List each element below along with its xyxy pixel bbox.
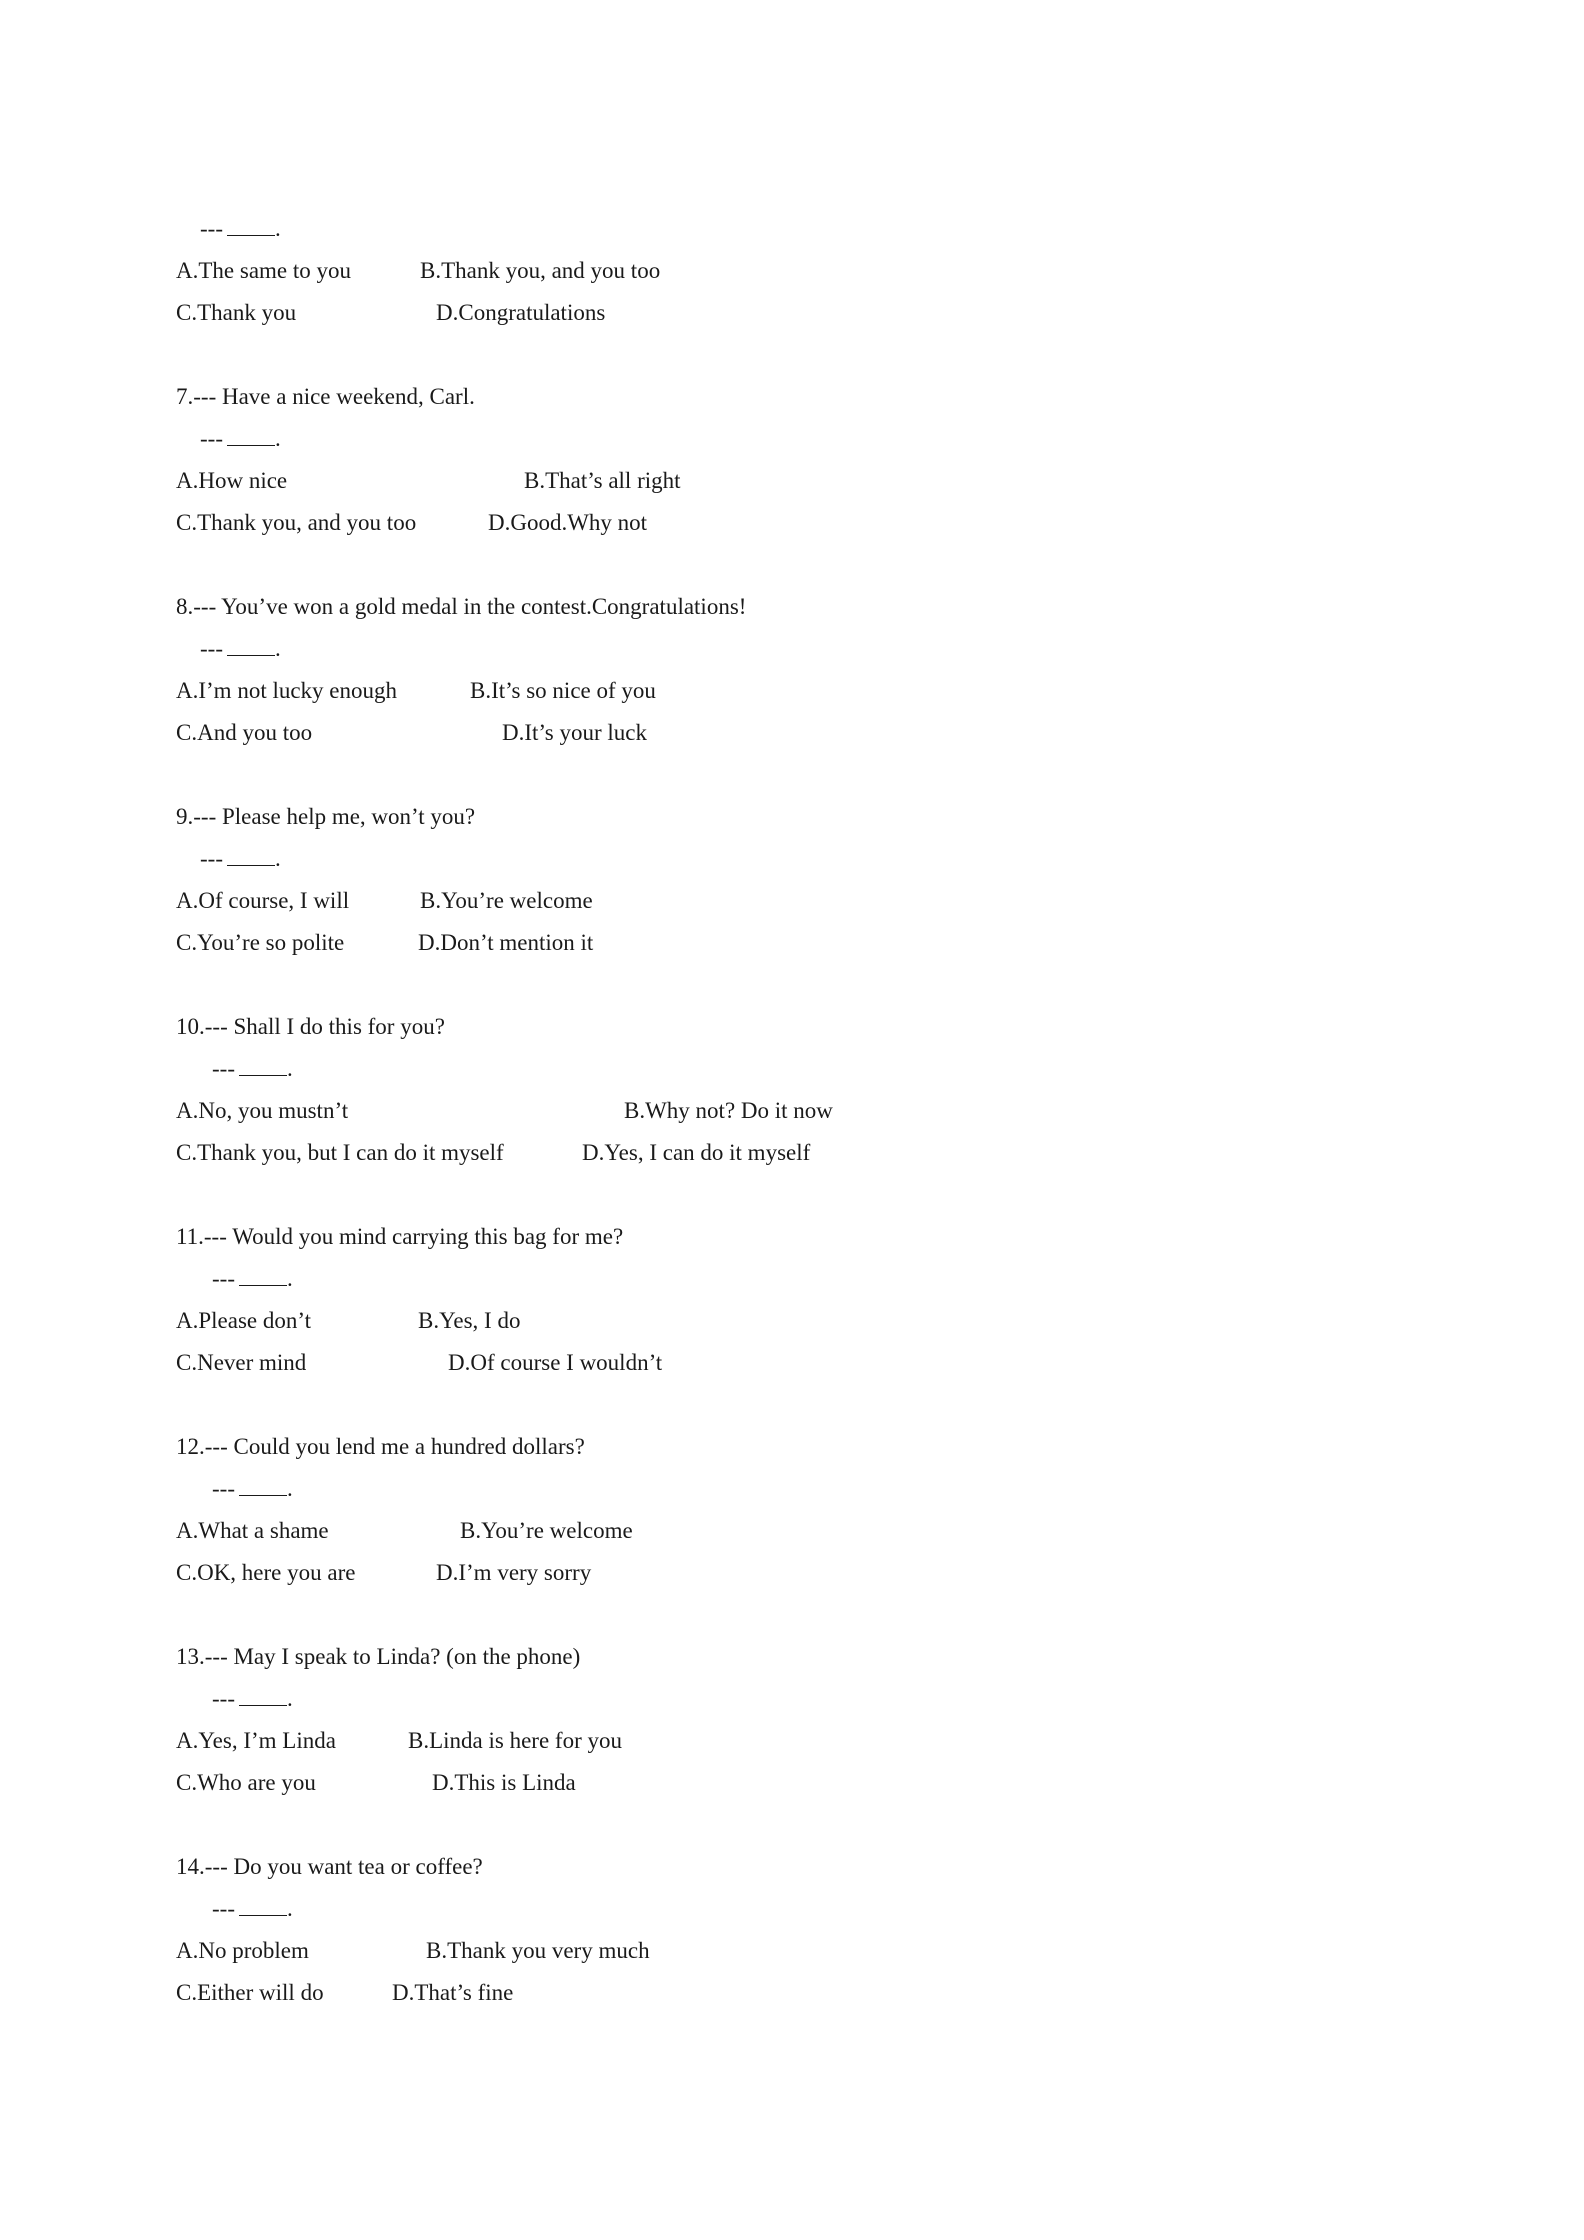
option-9-b: B.You’re welcome [420, 888, 593, 913]
option-9-d: D.Don’t mention it [418, 930, 594, 955]
option-9-c: C.You’re so polite [176, 930, 345, 955]
question-13: 13.--- May I speak to Linda? (on the phone) [176, 1644, 581, 1669]
answer-blank [239, 1896, 287, 1916]
option-6-d: D.Congratulations [436, 300, 606, 325]
option-11-b: B.Yes, I do [418, 1308, 521, 1333]
option-10-d: D.Yes, I can do it myself [582, 1140, 811, 1165]
question-12: 12.--- Could you lend me a hundred dollars? [176, 1434, 585, 1459]
answer-blank [227, 216, 275, 236]
option-10-b: B.Why not? Do it now [624, 1098, 833, 1123]
answer-blank [239, 1476, 287, 1496]
option-6-b: B.Thank you, and you too [420, 258, 661, 283]
option-10-a: A.No, you mustn’t [176, 1098, 349, 1123]
option-7-c: C.Thank you, and you too [176, 510, 417, 535]
option-13-a: A.Yes, I’m Linda [176, 1728, 336, 1753]
answer-prompt-13: --- . [212, 1686, 293, 1711]
option-7-a: A.How nice [176, 468, 288, 493]
option-13-c: C.Who are you [176, 1770, 316, 1795]
answer-prompt-8: --- . [200, 636, 281, 661]
answer-blank [227, 426, 275, 446]
option-8-d: D.It’s your luck [502, 720, 648, 745]
answer-blank [227, 846, 275, 866]
option-12-a: A.What a shame [176, 1518, 329, 1543]
option-8-a: A.I’m not lucky enough [176, 678, 398, 703]
option-8-c: C.And you too [176, 720, 313, 745]
option-11-c: C.Never mind [176, 1350, 307, 1375]
answer-prompt-10: --- . [212, 1056, 293, 1081]
question-7: 7.--- Have a nice weekend, Carl. [176, 384, 475, 409]
option-11-d: D.Of course I wouldn’t [448, 1350, 663, 1375]
question-8: 8.--- You’ve won a gold medal in the contest.Congratulations! [176, 594, 747, 619]
answer-blank [239, 1266, 287, 1286]
question-14: 14.--- Do you want tea or coffee? [176, 1854, 483, 1879]
answer-blank [227, 636, 275, 656]
answer-prompt-14: --- . [212, 1896, 293, 1921]
option-13-d: D.This is Linda [432, 1770, 576, 1795]
option-12-c: C.OK, here you are [176, 1560, 356, 1585]
option-11-a: A.Please don’t [176, 1308, 312, 1333]
option-12-d: D.I’m very sorry [436, 1560, 592, 1585]
answer-blank [239, 1686, 287, 1706]
answer-prompt-7: --- . [200, 426, 281, 451]
question-10: 10.--- Shall I do this for you? [176, 1014, 445, 1039]
option-7-d: D.Good.Why not [488, 510, 648, 535]
answer-prompt-9: --- . [200, 846, 281, 871]
answer-prompt-12: --- . [212, 1476, 293, 1501]
answer-prompt-6: --- . [200, 216, 281, 241]
question-11: 11.--- Would you mind carrying this bag for me? [176, 1224, 624, 1249]
option-13-b: B.Linda is here for you [408, 1728, 622, 1753]
option-8-b: B.It’s so nice of you [470, 678, 656, 703]
answer-prompt-11: --- . [212, 1266, 293, 1291]
option-6-c: C.Thank you [176, 300, 297, 325]
option-14-d: D.That’s fine [392, 1980, 514, 2005]
option-14-c: C.Either will do [176, 1980, 324, 2005]
option-9-a: A.Of course, I will [176, 888, 350, 913]
option-14-b: B.Thank you very much [426, 1938, 650, 1963]
question-9: 9.--- Please help me, won’t you? [176, 804, 476, 829]
option-6-a: A.The same to you [176, 258, 352, 283]
option-14-a: A.No problem [176, 1938, 309, 1963]
option-12-b: B.You’re welcome [460, 1518, 633, 1543]
option-10-c: C.Thank you, but I can do it myself [176, 1140, 504, 1165]
answer-blank [239, 1056, 287, 1076]
option-7-b: B.That’s all right [524, 468, 681, 493]
